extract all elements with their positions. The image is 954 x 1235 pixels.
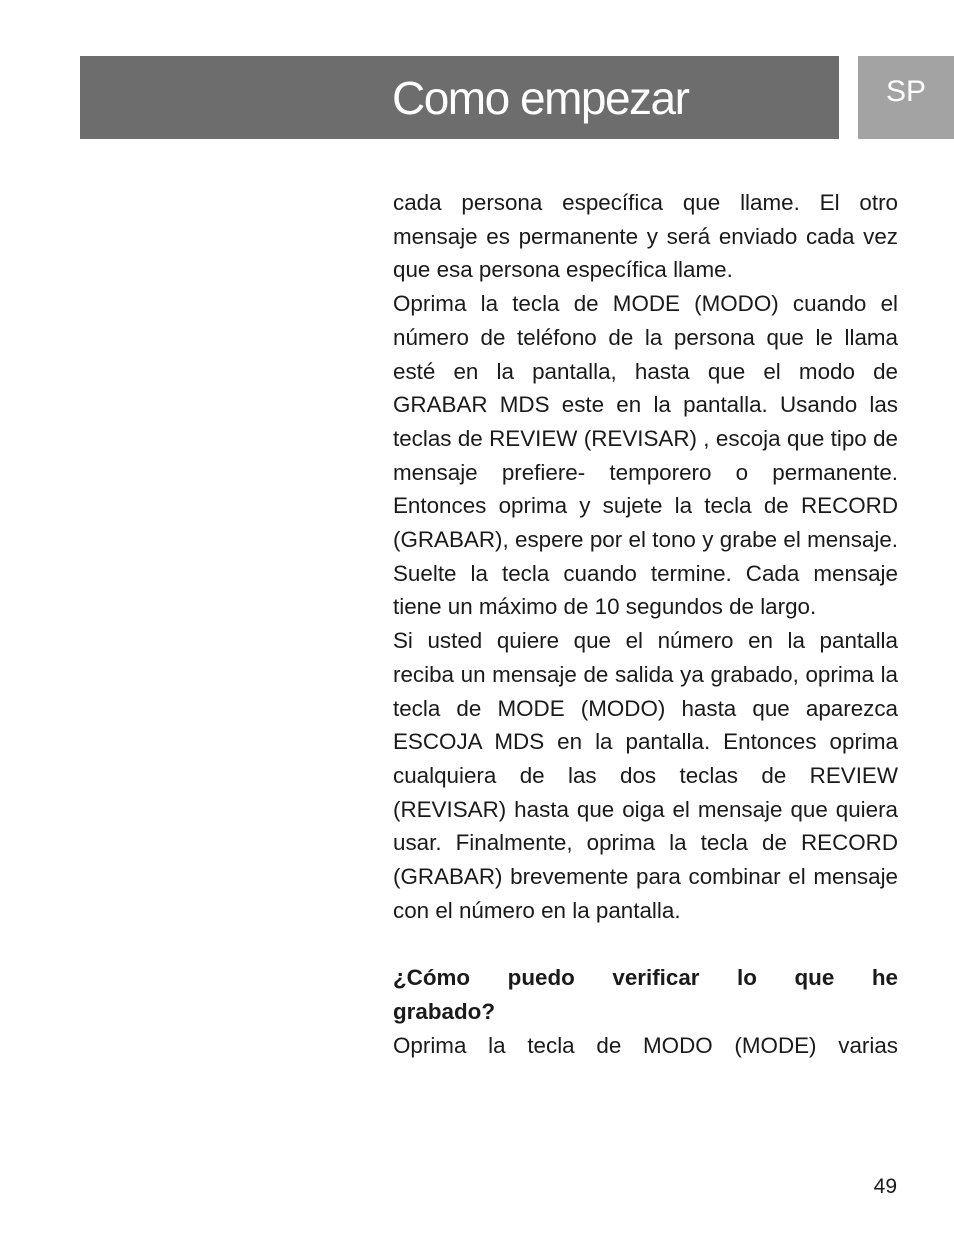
section-heading: ¿Cómo puedo verificar lo que he [393,965,898,991]
page-number: 49 [873,1175,897,1198]
body-paragraph: Oprima la tecla de MODE (MODO) cuando el número de teléfono de la persona que le llama esté en la pantalla, hasta que el modo de GRABAR MDS este en la pantalla. Usando las teclas de REVIEW (REVISAR) , escoja que tipo de mensaje prefiere- temporero o permanente. Entonces oprima y sujete la tecla de RECORD (GRABAR), espere por el tono y grabe el mensaje. Suelte la tecla cuando termine. Cada mensaje tiene un máximo de 10 segundos de largo. [393,291,898,620]
body-text [393,186,898,1062]
body-paragraph: cada persona específica que llame. El otro mensaje es permanente y será enviado cada vez que esa persona específica llame. [393,190,898,283]
page-title: Como empezar [392,72,689,124]
section-heading-continued: grabado? [393,998,496,1024]
language-tab [858,56,954,139]
body-paragraph: Oprima la tecla de MODO (MODE) varias [393,1032,898,1058]
header-bar [80,56,839,139]
body-paragraph: Si usted quiere que el número en la pantalla reciba un mensaje de salida ya grabado, oprima la tecla de MODE (MODO) hasta que aparezca ESCOJA MDS en la pantalla. Entonces oprima cualquiera de las dos teclas de REVIEW (REVISAR) hasta que oiga el mensaje que quiera usar. Finalmente, oprima la tecla de RECORD (GRABAR) brevemente para combinar el mensaje con el número en la pantalla. [393,628,898,923]
language-tab-label: SP [886,75,927,108]
paragraph-gap [393,927,898,961]
